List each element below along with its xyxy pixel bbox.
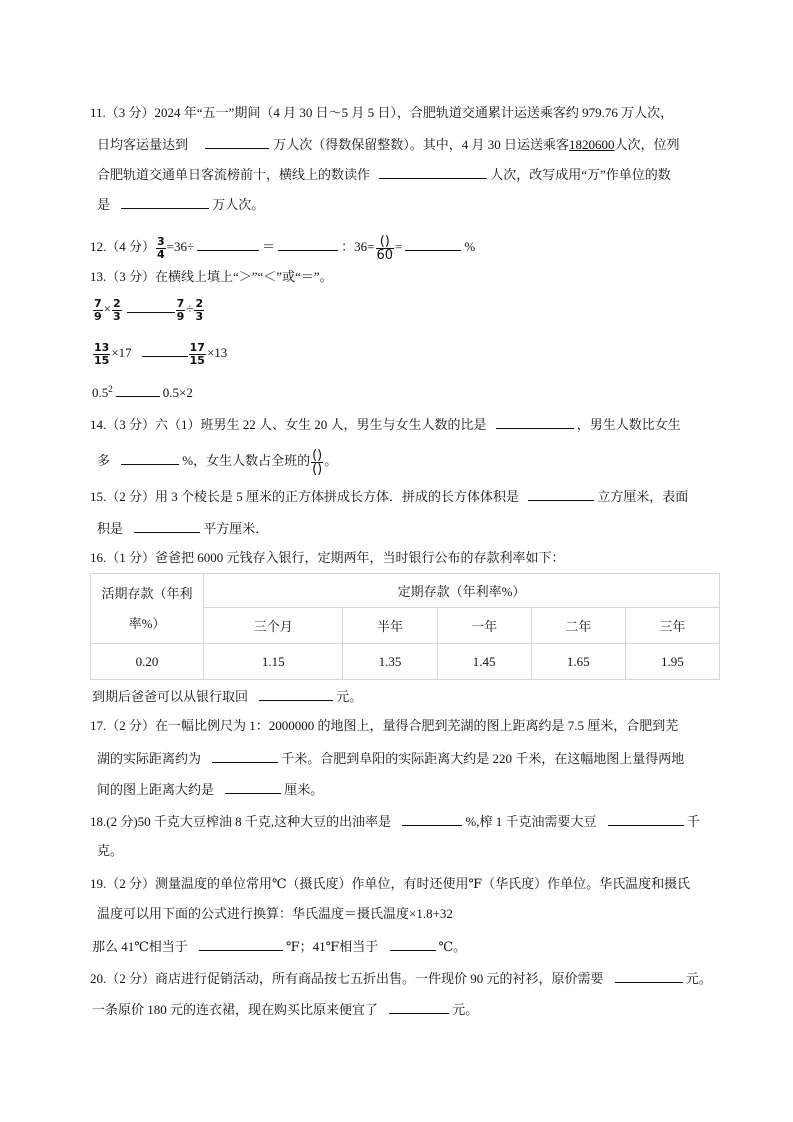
q16-text: （1 分）爸爸把 6000 元钱存入银行，定期两年，当时银行公布的存款利率如下： (106, 550, 565, 565)
q18-text-1b: %,榨 1 千克油需要大豆 (465, 814, 597, 829)
q12-fraction-blank-60[interactable]: $\frac{()}{60}$ (376, 233, 394, 263)
q19-text-2: 温度可以用下面的公式进行换算：华氏温度＝摄氏温度×1.8+32 (97, 906, 453, 921)
q17-line-1 (90, 717, 678, 735)
q12-points: （4 分） (106, 239, 156, 254)
q15-line-2 (97, 518, 268, 538)
q11-text-2a: 日均客运量达到 (97, 137, 189, 152)
table-cell: 1.35 (343, 644, 437, 680)
q14-text-1a: （3 分）六（1）班男生 22 人、女生 20 人，男生与女生人数的比是 (106, 417, 487, 432)
table-subheader: 半年 (343, 608, 437, 644)
q13-frac-2-3-a: $\frac{2}{3}$ (113, 296, 121, 323)
q16-line (90, 549, 565, 567)
q16-after-text-b: 元。 (336, 689, 363, 704)
q11-text-3a: 合肥轨道交通单日客流榜前十，横线上的数读作 (97, 167, 371, 182)
table-cell: 0.20 (91, 644, 204, 680)
table-row (91, 574, 720, 608)
q19-line-1 (90, 875, 690, 893)
q15-text-2b: 平方厘米． (203, 521, 269, 536)
q12-number: 12. (90, 239, 107, 254)
q13-frac-7-9-a: $\frac{7}{9}$ (94, 296, 102, 323)
q15-text-1a: （2 分）用 3 个棱长是 5 厘米的正方体拼成长方体．拼成的长方体体积是 (106, 489, 520, 504)
q17-number: 17. (90, 718, 107, 733)
q13-right: 0.5×2 (162, 385, 193, 400)
q11-text-4b: 万人次。 (212, 197, 265, 212)
q13-row-3 (92, 382, 193, 402)
q13-times-17: ×17 (111, 345, 132, 360)
q13-answer-blank-2[interactable] (142, 346, 188, 357)
q11-line-2 (97, 134, 680, 154)
q12-answer-blank-3[interactable] (405, 236, 461, 251)
q20-number: 20. (90, 971, 107, 986)
table-subheader: 一年 (437, 608, 531, 644)
q16-after-line (92, 686, 362, 706)
q13-row-1 (92, 296, 205, 323)
q11-answer-blank-2[interactable] (379, 164, 487, 179)
q13-text: （3 分）在横线上填上“＞”“＜”或“＝”。 (106, 269, 333, 284)
q19-text-1: （2 分）测量温度的单位常用℃（摄氏度）作单位，有时还使用℉（华氏度）作单位。华氏温度和摄氏 (106, 876, 691, 891)
table-cell: 1.65 (531, 644, 625, 680)
q17-line-2 (97, 748, 684, 768)
q13-exponent: 2 (108, 384, 113, 394)
q11-text-2c: 人次，位列 (614, 137, 680, 152)
q19-text-3b: ℉；41℉相当于 (286, 939, 379, 954)
q14-line-2 (97, 448, 337, 476)
q20-answer-blank-2[interactable] (389, 999, 449, 1014)
q17-text-2b: 千米。合肥到阜阳的实际距离大约是 220 千米，在这幅地图上量得两地 (281, 751, 685, 766)
q18-text-1c: 千 (686, 814, 700, 829)
q12-percent: % (464, 239, 476, 254)
q18-line-1 (90, 811, 700, 831)
table-cell: 1.15 (204, 644, 343, 680)
q17-text-3b: 厘米。 (284, 782, 324, 797)
q11-passenger-count: 1820600 (569, 137, 615, 152)
q16-number: 16. (90, 550, 107, 565)
q13-row-2 (92, 340, 227, 367)
q19-answer-blank-1[interactable] (199, 936, 283, 951)
q14-answer-blank-1[interactable] (496, 414, 574, 429)
q13-line (90, 268, 333, 286)
q11-number: 11. (90, 105, 106, 120)
q11-line-4 (97, 194, 264, 214)
q14-answer-blank-2[interactable] (121, 450, 179, 465)
q11-text-3b: 人次，改写成用“万”作单位的数 (490, 167, 671, 182)
q18-answer-blank-1[interactable] (402, 811, 462, 826)
q17-text-1: （2 分）在一幅比例尺为 1：2000000 的地图上，量得合肥到芜湖的图上距离约是 7.5 厘米，合肥到芜 (106, 718, 679, 733)
q14-text-2a: 多 (97, 453, 111, 468)
q14-line-1 (90, 414, 681, 434)
q13-answer-blank-1[interactable] (127, 302, 175, 313)
q16-after-text-a: 到期后爸爸可以从银行取回 (92, 689, 249, 704)
table-subheader: 三年 (625, 608, 719, 644)
q20-text-1a: （2 分）商店进行促销活动，所有商品按七五折出售。一件现价 90 元的衬衫，原价需要 (106, 971, 604, 986)
q19-answer-blank-2[interactable] (390, 936, 436, 951)
q15-answer-blank-1[interactable] (528, 486, 594, 501)
q20-text-2a: 一条原价 180 元的连衣裙，现在购买比原来便宜了 (92, 1002, 379, 1017)
q13-times: × (103, 301, 111, 316)
q13-frac-7-9-b: $\frac{7}{9}$ (176, 296, 185, 323)
q20-text-1b: 元。 (685, 971, 712, 986)
q13-number: 13. (90, 269, 107, 284)
q19-line-3 (92, 936, 466, 956)
q17-answer-blank-2[interactable] (225, 779, 281, 794)
q12-equals-2: = (395, 239, 403, 254)
q13-frac-2-3-b: $\frac{2}{3}$ (195, 296, 204, 323)
q20-text-2b: 元。 (452, 1002, 479, 1017)
q11-line-1 (90, 104, 673, 122)
q11-text-1: （3 分）2024 年“五一”期间（4 月 30 日～5 月 5 日），合肥轨道交通累计运送乘客约 979.76 万人次， (105, 105, 674, 120)
q17-text-2a: 湖的实际距离约为 (97, 751, 202, 766)
q14-text-1b: ，男生人数比女生 (576, 417, 681, 432)
q19-text-3a: 那么 41℃相当于 (92, 939, 188, 954)
q13-frac-13-15: $\frac{13}{15}$ (94, 340, 110, 367)
q18-text-2: 克。 (97, 843, 124, 858)
q11-answer-blank-1[interactable] (205, 134, 269, 149)
q20-line-1 (90, 968, 712, 988)
table-subheader: 三个月 (204, 608, 343, 644)
q15-number: 15. (90, 489, 107, 504)
q19-line-2 (97, 905, 453, 923)
q14-number: 14. (90, 417, 107, 432)
q19-number: 19. (90, 876, 107, 891)
q14-text-2b: %，女生人数占全班的 (182, 453, 311, 468)
q14-period: 。 (324, 453, 338, 468)
q12-fraction-3-4: $\frac{3}{4}$ (157, 234, 165, 261)
q18-line-2 (97, 842, 123, 860)
q17-text-3a: 间的图上距离大约是 (97, 782, 215, 797)
q20-answer-blank-1[interactable] (615, 968, 683, 983)
q20-line-2 (92, 999, 478, 1019)
table-row (91, 644, 720, 680)
q15-text-2a: 积是 (97, 521, 124, 536)
q17-answer-blank-1[interactable] (212, 748, 278, 763)
q12-line (90, 234, 475, 262)
table-header-current: 活期存款（年利 率%） (91, 574, 204, 644)
q13-base: 0.5 (92, 385, 109, 400)
q14-fraction-blank[interactable]: $\frac{()}{()}$ (312, 447, 323, 477)
q15-line-1 (90, 486, 688, 506)
q11-text-2b: 万人次（得数保留整数）。其中，4 月 30 日运送乘客 (273, 137, 570, 152)
q12-text-d: ：36= (341, 239, 375, 254)
q11-line-3 (97, 164, 671, 184)
interest-rate-table (90, 573, 720, 680)
q12-text-b: =36÷ (166, 239, 195, 254)
q12-answer-blank-2[interactable] (278, 236, 338, 251)
table-cell: 1.95 (625, 644, 719, 680)
q12-answer-blank-1[interactable] (197, 236, 259, 251)
q15-text-1b: 立方厘米，表面 (597, 489, 689, 504)
q13-frac-17-15: $\frac{17}{15}$ (189, 340, 205, 367)
q19-text-3c: ℃。 (438, 939, 467, 954)
q12-equals: ＝ (262, 239, 276, 254)
table-header-fixed: 定期存款（年利率%） (204, 574, 720, 608)
q11-answer-blank-3[interactable] (121, 194, 209, 209)
q18-text-1a: (2 分)50 千克大豆榨油 8 千克,这种大豆的出油率是 (106, 814, 392, 829)
q15-answer-blank-2[interactable] (134, 518, 200, 533)
q13-times-13: ×13 (206, 345, 228, 360)
q18-answer-blank-2[interactable] (608, 811, 684, 826)
q17-line-3 (97, 779, 323, 799)
table-subheader: 二年 (531, 608, 625, 644)
q13-divide: ÷ (186, 301, 194, 316)
q16-answer-blank[interactable] (259, 686, 333, 701)
q11-text-4a: 是 (97, 197, 111, 212)
q13-answer-blank-3[interactable] (116, 382, 160, 397)
table-cell: 1.45 (437, 644, 531, 680)
q18-number: 18. (90, 814, 107, 829)
